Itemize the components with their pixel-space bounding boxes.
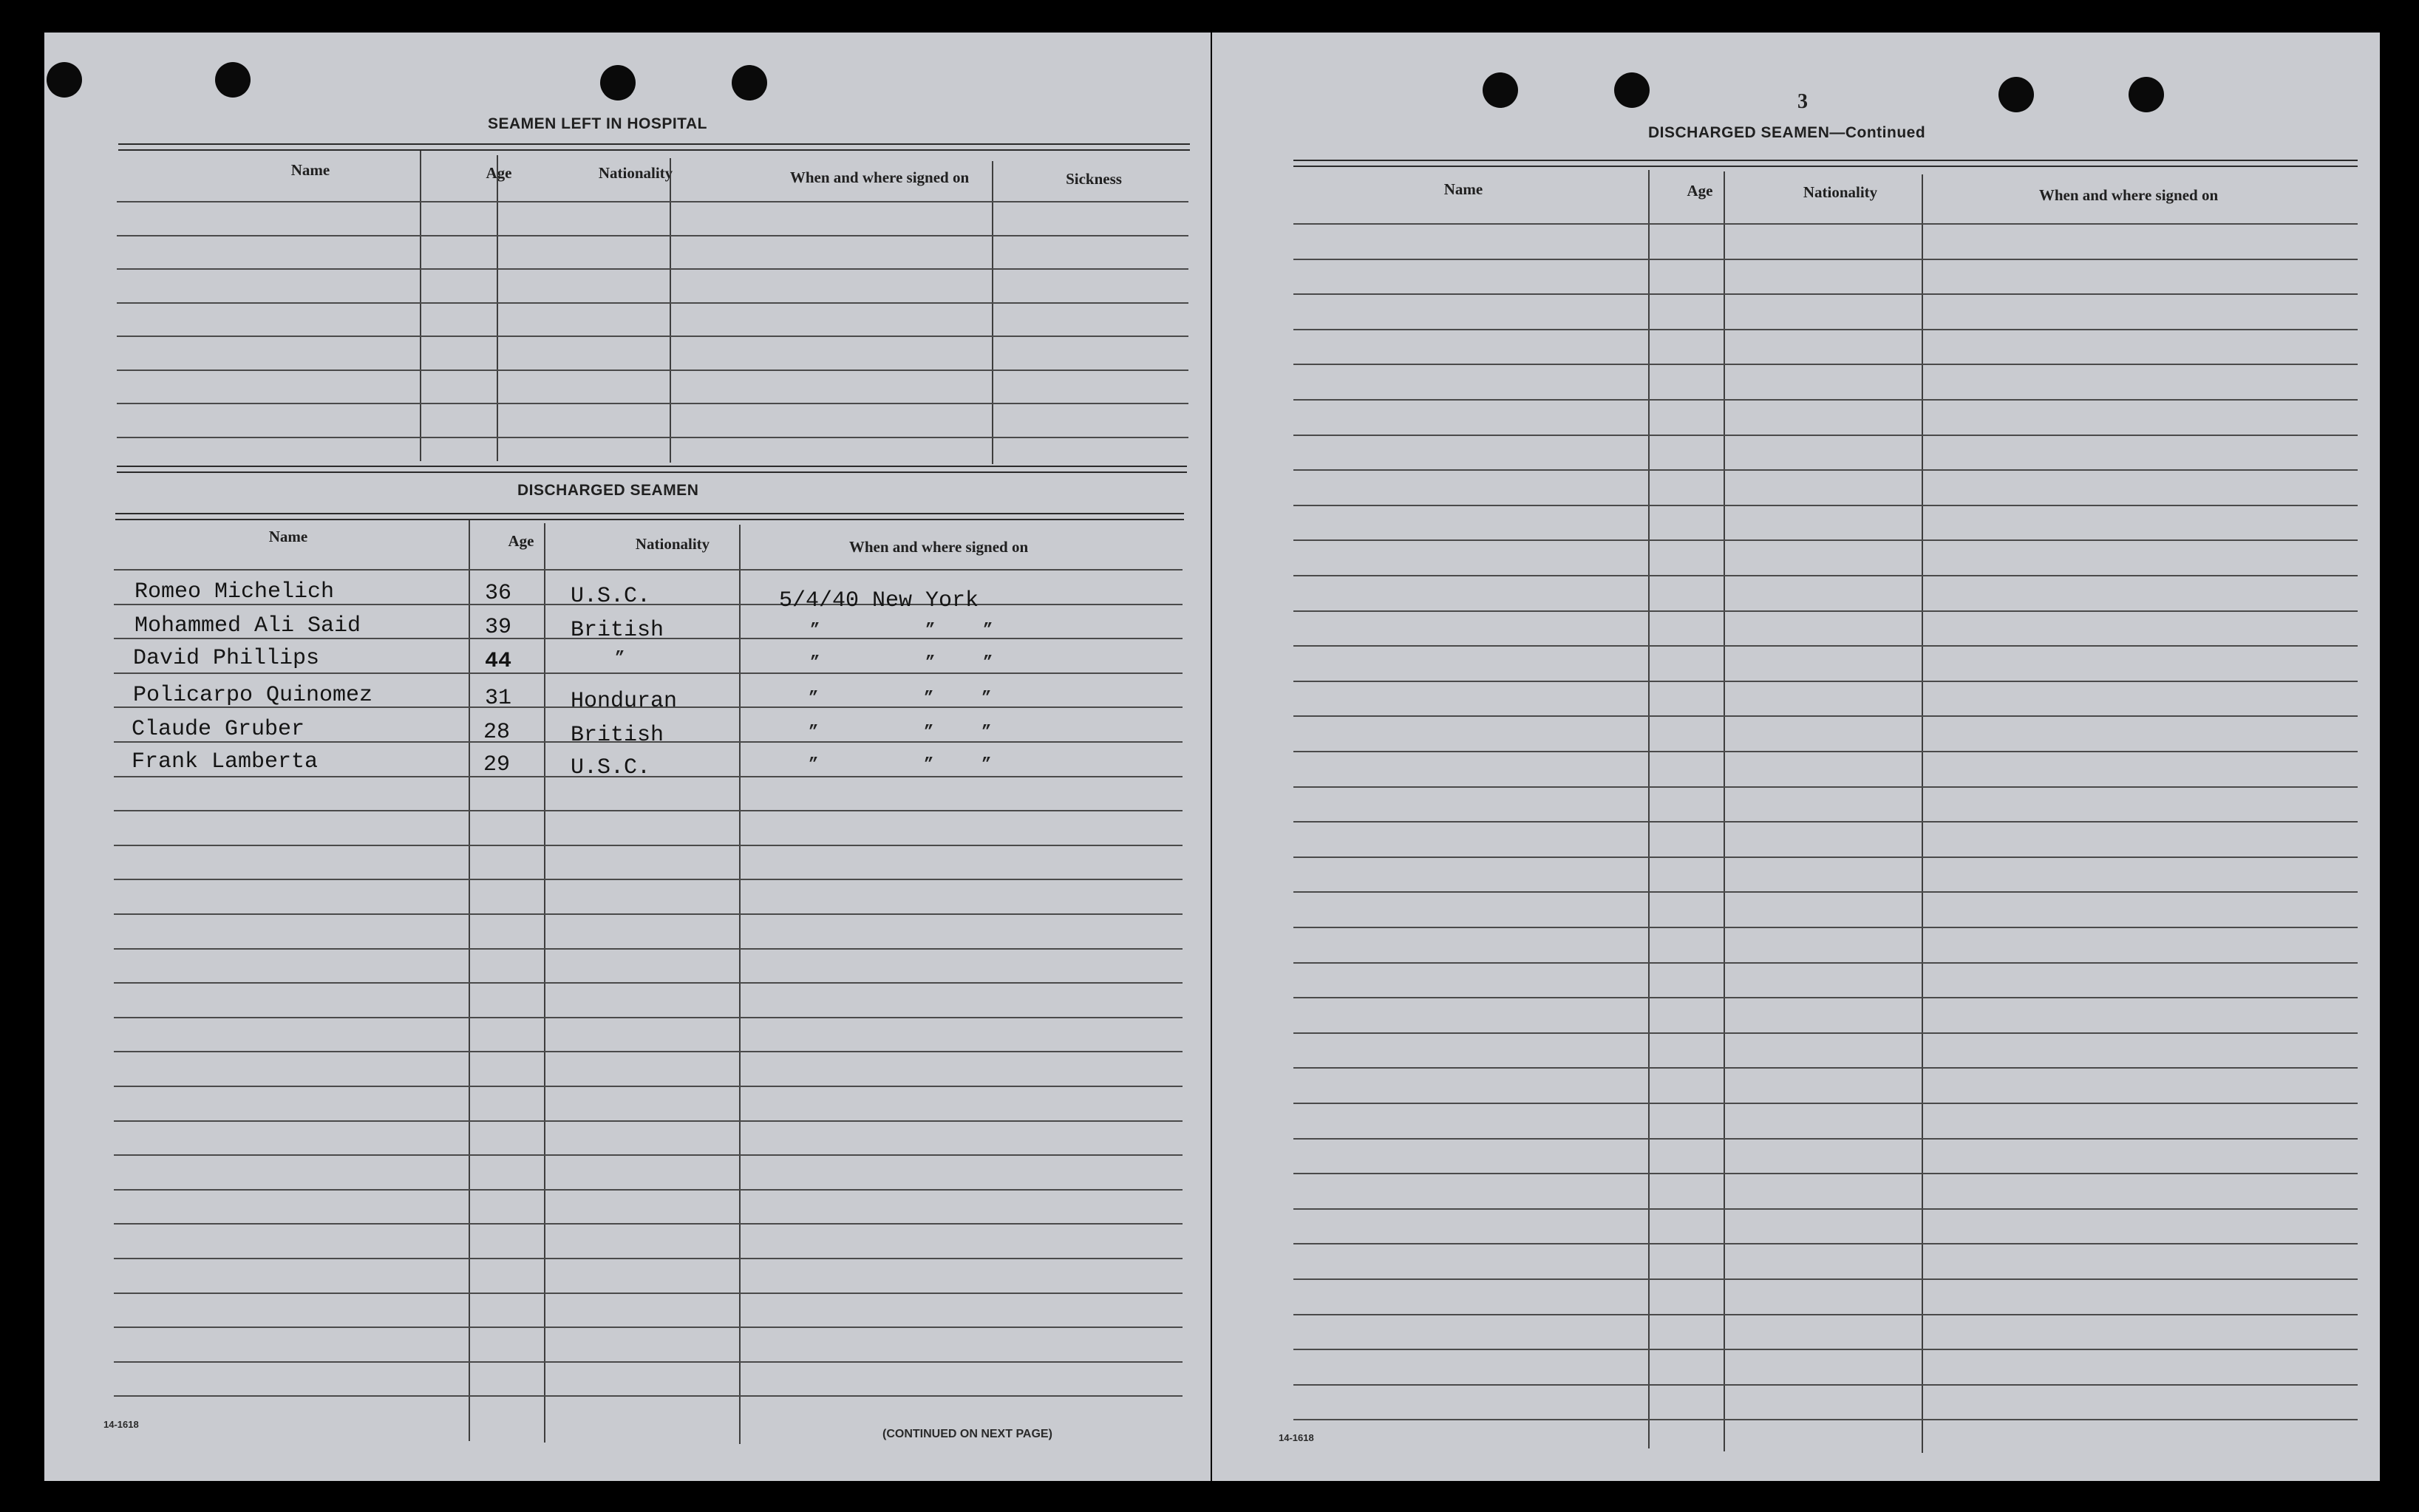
ruled-line	[114, 569, 1183, 571]
discharged-section-title: DISCHARGED SEAMEN	[517, 482, 699, 499]
ruled-line	[1293, 1419, 2358, 1420]
ditto-mark: ”	[810, 621, 820, 639]
seaman-name: Claude Gruber	[132, 717, 305, 742]
ruled-line	[1293, 1208, 2358, 1210]
ruled-line	[1293, 962, 2358, 964]
ruled-line	[1293, 1384, 2358, 1386]
left-page	[44, 33, 1211, 1481]
punch-hole	[1483, 72, 1518, 108]
ditto-mark: ”	[924, 689, 934, 707]
ruled-line	[117, 201, 1188, 202]
ruled-line	[117, 302, 1188, 304]
ruled-line	[117, 437, 1188, 438]
ditto-mark: ”	[615, 649, 625, 667]
ditto-mark: ”	[924, 723, 934, 741]
column-rule	[469, 520, 470, 1441]
ditto-mark: ”	[809, 755, 819, 774]
ruled-line	[1293, 1173, 2358, 1174]
ruled-line	[1293, 681, 2358, 682]
continued-footer: (CONTINUED ON NEXT PAGE)	[882, 1428, 1052, 1440]
discharged-col-signed-on: When and where signed on	[848, 538, 1029, 556]
discharged-col-nationality: Nationality	[635, 535, 710, 553]
ditto-mark: ”	[983, 621, 993, 639]
ruled-line	[114, 1086, 1183, 1087]
column-rule	[1648, 170, 1650, 1448]
discharged-col-age: Age	[508, 532, 534, 550]
ruled-line	[1293, 364, 2358, 365]
seaman-age: 28	[483, 720, 511, 745]
ruled-line	[114, 845, 1183, 846]
ruled-line	[114, 1293, 1183, 1294]
ruled-line	[1293, 505, 2358, 506]
continued-col-nationality: Nationality	[1803, 183, 1878, 201]
ruled-line	[114, 879, 1183, 880]
ruled-line	[117, 235, 1188, 236]
continued-section-title: DISCHARGED SEAMEN—Continued	[1648, 124, 1926, 141]
seaman-age: 44	[485, 649, 512, 674]
ruled-line	[114, 1361, 1183, 1363]
seaman-age: 36	[485, 581, 512, 606]
ruled-line	[114, 982, 1183, 984]
hospital-col-name: Name	[290, 161, 330, 179]
ditto-mark: ”	[981, 689, 992, 707]
ruled-line	[117, 268, 1188, 270]
ruled-line	[1293, 645, 2358, 647]
ruled-line	[1293, 786, 2358, 788]
ditto-mark: ”	[810, 653, 820, 672]
ditto-mark: ”	[924, 755, 934, 774]
ruled-line	[1293, 610, 2358, 612]
ditto-mark: ”	[981, 755, 992, 774]
ruled-line	[1293, 1314, 2358, 1315]
column-rule	[1922, 174, 1923, 1453]
discharged-col-name: Name	[268, 528, 308, 545]
ditto-mark: ”	[809, 723, 819, 741]
seaman-name: Romeo Michelich	[135, 579, 335, 605]
ruled-line	[1293, 1349, 2358, 1350]
ruled-line	[114, 913, 1183, 915]
section-rule	[1293, 160, 2358, 167]
ruled-line	[1293, 575, 2358, 576]
form-number: 14-1618	[103, 1419, 139, 1430]
seaman-age: 39	[485, 615, 512, 640]
seaman-nationality: U.S.C.	[571, 584, 651, 609]
right-page	[1212, 33, 2380, 1481]
punch-hole	[215, 62, 251, 98]
punch-hole	[732, 65, 767, 101]
section-rule	[117, 466, 1187, 473]
seaman-name: Policarpo Quinomez	[133, 683, 373, 708]
seaman-age: 29	[483, 752, 511, 777]
ruled-line	[114, 1017, 1183, 1018]
seaman-signed-on: 5/4/40 New York	[779, 588, 979, 613]
hospital-col-signed-on: When and where signed on	[789, 168, 970, 186]
hospital-col-age: Age	[486, 164, 512, 182]
ruled-line	[1293, 1278, 2358, 1280]
ditto-mark: ”	[925, 621, 936, 639]
ruled-line	[114, 1189, 1183, 1191]
punch-hole	[1998, 77, 2034, 112]
form-number: 14-1618	[1279, 1432, 1314, 1443]
page-number: 3	[1797, 90, 1808, 113]
column-rule	[992, 161, 993, 464]
ruled-line	[1293, 1243, 2358, 1244]
ruled-line	[1293, 1103, 2358, 1104]
ruled-line	[114, 1395, 1183, 1397]
seaman-nationality: Honduran	[571, 689, 678, 714]
ruled-line	[1293, 715, 2358, 717]
ditto-mark: ”	[981, 723, 992, 741]
section-rule	[115, 513, 1184, 520]
ruled-line	[1293, 1067, 2358, 1069]
hospital-col-sickness: Sickness	[1066, 170, 1122, 188]
ditto-mark: ”	[925, 653, 936, 672]
ruled-line	[1293, 329, 2358, 330]
ruled-line	[1293, 399, 2358, 401]
ruled-line	[1293, 891, 2358, 893]
column-rule	[739, 525, 741, 1444]
ruled-line	[117, 403, 1188, 404]
ruled-line	[1293, 927, 2358, 928]
punch-hole	[47, 62, 82, 98]
ruled-line	[1293, 821, 2358, 823]
ruled-line	[1293, 223, 2358, 225]
ruled-line	[114, 1154, 1183, 1156]
continued-col-signed-on: When and where signed on	[2038, 186, 2219, 204]
ruled-line	[1293, 997, 2358, 998]
punch-hole	[2129, 77, 2164, 112]
ditto-mark: ”	[983, 653, 993, 672]
section-rule	[118, 143, 1190, 151]
ruled-line	[114, 948, 1183, 950]
ruled-line	[114, 672, 1183, 674]
seaman-nationality: U.S.C.	[571, 755, 651, 780]
ruled-line	[117, 336, 1188, 337]
ruled-line	[1293, 1032, 2358, 1034]
hospital-col-nationality: Nationality	[598, 164, 673, 182]
ruled-line	[114, 1120, 1183, 1122]
ruled-line	[1293, 435, 2358, 436]
seaman-name: Mohammed Ali Said	[135, 613, 361, 638]
ruled-line	[1293, 1138, 2358, 1140]
ruled-line	[1293, 539, 2358, 541]
hospital-section-title: SEAMEN LEFT IN HOSPITAL	[488, 115, 707, 132]
punch-hole	[1614, 72, 1650, 108]
ruled-line	[1293, 857, 2358, 858]
ruled-line	[1293, 469, 2358, 471]
ruled-line	[114, 1223, 1183, 1225]
seaman-name: David Phillips	[133, 646, 320, 671]
ruled-line	[1293, 259, 2358, 260]
ruled-line	[1293, 751, 2358, 752]
punch-hole	[600, 65, 636, 101]
continued-col-name: Name	[1443, 180, 1483, 198]
ruled-line	[1293, 293, 2358, 295]
ditto-mark: ”	[809, 689, 819, 707]
ruled-line	[114, 1327, 1183, 1328]
continued-col-age: Age	[1687, 182, 1713, 200]
ruled-line	[114, 1051, 1183, 1052]
ruled-line	[117, 370, 1188, 371]
seaman-nationality: British	[571, 723, 664, 748]
seaman-name: Frank Lamberta	[132, 749, 319, 774]
column-rule	[420, 151, 421, 461]
seaman-age: 31	[485, 686, 512, 711]
column-rule	[670, 158, 671, 463]
ruled-line	[114, 810, 1183, 811]
ruled-line	[114, 1258, 1183, 1259]
seaman-nationality: British	[571, 618, 664, 643]
